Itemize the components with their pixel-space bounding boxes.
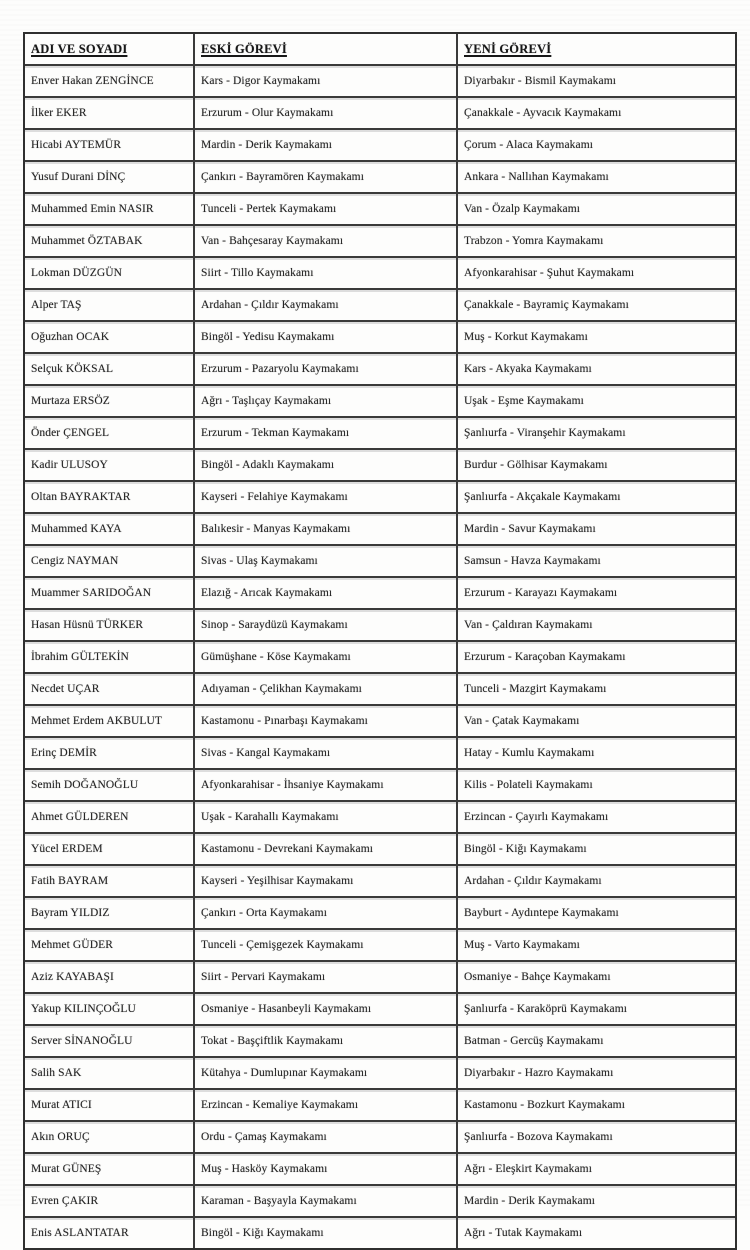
cell-old-duty: Elazığ - Arıcak Kaymakamı xyxy=(193,578,456,608)
cell-person-name: Semih DOĞANOĞLU xyxy=(31,779,139,791)
cell-person-name: Kadir ULUSOY xyxy=(31,459,108,471)
cell-new-duty: Ağrı - Eleşkirt Kaymakamı xyxy=(456,1154,735,1184)
cell-new-duty: Osmaniye - Bahçe Kaymakamı xyxy=(456,962,735,992)
cell-old-duty: Kayseri - Yeşilhisar Kaymakamı xyxy=(193,866,456,896)
cell-person-name: Önder ÇENGEL xyxy=(31,427,110,439)
cell-old-duty: Ordu - Çamaş Kaymakamı xyxy=(193,1122,456,1152)
cell-person-name: Necdet UÇAR xyxy=(31,683,100,695)
table-row xyxy=(25,130,735,162)
cell-new-duty: Diyarbakır - Hazro Kaymakamı xyxy=(456,1058,735,1088)
table-row xyxy=(25,930,735,962)
cell-new-duty: Uşak - Eşme Kaymakamı xyxy=(456,386,735,416)
cell-person-name: Aziz KAYABAŞI xyxy=(31,971,114,983)
cell-old-duty: Erzincan - Kemaliye Kaymakamı xyxy=(193,1090,456,1120)
cell-person-name: Mehmet Erdem AKBULUT xyxy=(31,715,163,727)
table-row xyxy=(25,834,735,866)
cell-new-duty: Van - Özalp Kaymakamı xyxy=(456,194,735,224)
table-row xyxy=(25,290,735,322)
cell-old-duty: Tokat - Başçiftlik Kaymakamı xyxy=(193,1026,456,1056)
cell-old-duty: Kayseri - Felahiye Kaymakamı xyxy=(193,482,456,512)
cell-new-duty: Kilis - Polateli Kaymakamı xyxy=(456,770,735,800)
cell-new-duty: Bayburt - Aydıntepe Kaymakamı xyxy=(456,898,735,928)
table-row xyxy=(25,226,735,258)
cell-person-name: Mehmet GÜDER xyxy=(31,939,114,951)
cell-old-duty: Kütahya - Dumlupınar Kaymakamı xyxy=(193,1058,456,1088)
cell-person-name: Evren ÇAKIR xyxy=(31,1195,99,1207)
cell-new-duty: Trabzon - Yomra Kaymakamı xyxy=(456,226,735,256)
cell-old-duty: Siirt - Pervari Kaymakamı xyxy=(193,962,456,992)
table-row xyxy=(25,322,735,354)
cell-new-duty: Samsun - Havza Kaymakamı xyxy=(456,546,735,576)
cell-old-duty: Kastamonu - Pınarbaşı Kaymakamı xyxy=(193,706,456,736)
cell-old-duty: Sinop - Saraydüzü Kaymakamı xyxy=(193,610,456,640)
cell-new-duty: Mardin - Savur Kaymakamı xyxy=(456,514,735,544)
cell-new-duty: Erzurum - Karayazı Kaymakamı xyxy=(456,578,735,608)
cell-old-duty: Uşak - Karahallı Kaymakamı xyxy=(193,802,456,832)
cell-person-name: İlker EKER xyxy=(31,107,87,119)
table-row xyxy=(25,418,735,450)
appointments-table xyxy=(23,32,737,1250)
table-row xyxy=(25,354,735,386)
column-header-old-duty: ESKİ GÖREVİ xyxy=(193,34,456,64)
cell-new-duty: Erzincan - Çayırlı Kaymakamı xyxy=(456,802,735,832)
cell-old-duty: Erzurum - Tekman Kaymakamı xyxy=(193,418,456,448)
table-row xyxy=(25,546,735,578)
table-row xyxy=(25,898,735,930)
cell-new-duty: Ardahan - Çıldır Kaymakamı xyxy=(456,866,735,896)
cell-new-duty: Şanlıurfa - Bozova Kaymakamı xyxy=(456,1122,735,1152)
cell-old-duty: Sivas - Kangal Kaymakamı xyxy=(193,738,456,768)
table-row xyxy=(25,610,735,642)
cell-person-name: Murtaza ERSÖZ xyxy=(31,395,110,407)
cell-new-duty: Çorum - Alaca Kaymakamı xyxy=(456,130,735,160)
table-row xyxy=(25,1218,735,1248)
cell-person-name: Oğuzhan OCAK xyxy=(31,331,110,343)
cell-old-duty: Bingöl - Adaklı Kaymakamı xyxy=(193,450,456,480)
cell-old-duty: Bingöl - Kiğı Kaymakamı xyxy=(193,1218,456,1248)
table-row xyxy=(25,642,735,674)
cell-new-duty: Çanakkale - Ayvacık Kaymakamı xyxy=(456,98,735,128)
table-row xyxy=(25,770,735,802)
cell-old-duty: Kars - Digor Kaymakamı xyxy=(193,66,456,96)
column-header-name: ADI VE SOYADI xyxy=(31,41,128,56)
cell-old-duty: Muş - Hasköy Kaymakamı xyxy=(193,1154,456,1184)
cell-new-duty: Çanakkale - Bayramiç Kaymakamı xyxy=(456,290,735,320)
cell-person-name: Enver Hakan ZENGİNCE xyxy=(31,75,154,87)
table-row xyxy=(25,994,735,1026)
table-row xyxy=(25,1154,735,1186)
cell-person-name: Oltan BAYRAKTAR xyxy=(31,491,131,503)
cell-old-duty: Çankırı - Bayramören Kaymakamı xyxy=(193,162,456,192)
cell-old-duty: Van - Bahçesaray Kaymakamı xyxy=(193,226,456,256)
cell-new-duty: Erzurum - Karaçoban Kaymakamı xyxy=(456,642,735,672)
cell-old-duty: Bingöl - Yedisu Kaymakamı xyxy=(193,322,456,352)
cell-old-duty: Gümüşhane - Köse Kaymakamı xyxy=(193,642,456,672)
table-row xyxy=(25,1090,735,1122)
cell-old-duty: Tunceli - Pertek Kaymakamı xyxy=(193,194,456,224)
cell-person-name: Alper TAŞ xyxy=(31,299,82,311)
table-row xyxy=(25,674,735,706)
cell-old-duty: Ardahan - Çıldır Kaymakamı xyxy=(193,290,456,320)
cell-person-name: Bayram YILDIZ xyxy=(31,907,110,919)
table-row xyxy=(25,1186,735,1218)
cell-old-duty: Çankırı - Orta Kaymakamı xyxy=(193,898,456,928)
cell-person-name: Yücel ERDEM xyxy=(31,843,103,855)
table-row xyxy=(25,578,735,610)
cell-old-duty: Erzurum - Olur Kaymakamı xyxy=(193,98,456,128)
cell-old-duty: Karaman - Başyayla Kaymakamı xyxy=(193,1186,456,1216)
cell-old-duty: Erzurum - Pazaryolu Kaymakamı xyxy=(193,354,456,384)
cell-new-duty: Kars - Akyaka Kaymakamı xyxy=(456,354,735,384)
cell-new-duty: Şanlıurfa - Akçakale Kaymakamı xyxy=(456,482,735,512)
cell-person-name: Selçuk KÖKSAL xyxy=(31,363,114,375)
cell-new-duty: Hatay - Kumlu Kaymakamı xyxy=(456,738,735,768)
table-row xyxy=(25,802,735,834)
cell-old-duty: Kastamonu - Devrekani Kaymakamı xyxy=(193,834,456,864)
cell-person-name: Hicabi AYTEMÜR xyxy=(31,139,122,151)
table-row xyxy=(25,866,735,898)
cell-new-duty: Muş - Varto Kaymakamı xyxy=(456,930,735,960)
cell-person-name: Muhammet ÖZTABAK xyxy=(31,235,143,247)
table-row xyxy=(25,98,735,130)
cell-new-duty: Van - Çatak Kaymakamı xyxy=(456,706,735,736)
cell-person-name: Erinç DEMİR xyxy=(31,747,97,759)
table-row xyxy=(25,1058,735,1090)
cell-person-name: Cengiz NAYMAN xyxy=(31,555,119,567)
cell-person-name: Yusuf Durani DİNÇ xyxy=(31,171,126,183)
cell-person-name: Fatih BAYRAM xyxy=(31,875,109,887)
cell-old-duty: Adıyaman - Çelikhan Kaymakamı xyxy=(193,674,456,704)
table-row xyxy=(25,258,735,290)
table-row xyxy=(25,386,735,418)
cell-new-duty: Şanlıurfa - Karaköprü Kaymakamı xyxy=(456,994,735,1024)
cell-new-duty: Ağrı - Tutak Kaymakamı xyxy=(456,1218,735,1248)
cell-new-duty: Bingöl - Kiğı Kaymakamı xyxy=(456,834,735,864)
cell-person-name: Muhammed KAYA xyxy=(31,523,122,535)
table-header-row xyxy=(25,34,735,66)
table-row xyxy=(25,66,735,98)
cell-old-duty: Balıkesir - Manyas Kaymakamı xyxy=(193,514,456,544)
cell-person-name: Hasan Hüsnü TÜRKER xyxy=(31,619,144,631)
cell-person-name: İbrahim GÜLTEKİN xyxy=(31,651,129,663)
cell-new-duty: Batman - Gercüş Kaymakamı xyxy=(456,1026,735,1056)
cell-new-duty: Afyonkarahisar - Şuhut Kaymakamı xyxy=(456,258,735,288)
cell-new-duty: Ankara - Nallıhan Kaymakamı xyxy=(456,162,735,192)
cell-person-name: Lokman DÜZGÜN xyxy=(31,267,123,279)
cell-person-name: Murat GÜNEŞ xyxy=(31,1163,102,1175)
table-row xyxy=(25,482,735,514)
cell-new-duty: Şanlıurfa - Viranşehir Kaymakamı xyxy=(456,418,735,448)
cell-old-duty: Mardin - Derik Kaymakamı xyxy=(193,130,456,160)
table-row xyxy=(25,450,735,482)
table-row xyxy=(25,162,735,194)
cell-person-name: Muammer SARIDOĞAN xyxy=(31,587,152,599)
table-row xyxy=(25,1026,735,1058)
cell-old-duty: Sivas - Ulaş Kaymakamı xyxy=(193,546,456,576)
cell-old-duty: Afyonkarahisar - İhsaniye Kaymakamı xyxy=(193,770,456,800)
cell-person-name: Server SİNANOĞLU xyxy=(31,1035,133,1047)
cell-old-duty: Ağrı - Taşlıçay Kaymakamı xyxy=(193,386,456,416)
column-header-new-duty: YENİ GÖREVİ xyxy=(456,34,735,64)
table-row xyxy=(25,738,735,770)
cell-new-duty: Tunceli - Mazgirt Kaymakamı xyxy=(456,674,735,704)
table-row xyxy=(25,514,735,546)
cell-new-duty: Van - Çaldıran Kaymakamı xyxy=(456,610,735,640)
table-row xyxy=(25,1122,735,1154)
table-row xyxy=(25,194,735,226)
cell-person-name: Muhammed Emin NASIR xyxy=(31,203,154,215)
cell-new-duty: Mardin - Derik Kaymakamı xyxy=(456,1186,735,1216)
table-row xyxy=(25,706,735,738)
cell-person-name: Salih SAK xyxy=(31,1067,82,1079)
cell-new-duty: Diyarbakır - Bismil Kaymakamı xyxy=(456,66,735,96)
cell-old-duty: Osmaniye - Hasanbeyli Kaymakamı xyxy=(193,994,456,1024)
cell-new-duty: Burdur - Gölhisar Kaymakamı xyxy=(456,450,735,480)
cell-person-name: Ahmet GÜLDEREN xyxy=(31,811,129,823)
cell-person-name: Enis ASLANTATAR xyxy=(31,1227,129,1239)
cell-new-duty: Muş - Korkut Kaymakamı xyxy=(456,322,735,352)
table-body xyxy=(25,66,735,1248)
cell-old-duty: Siirt - Tillo Kaymakamı xyxy=(193,258,456,288)
cell-person-name: Yakup KILINÇOĞLU xyxy=(31,1003,136,1015)
cell-old-duty: Tunceli - Çemişgezek Kaymakamı xyxy=(193,930,456,960)
table-row xyxy=(25,962,735,994)
cell-person-name: Akın ORUÇ xyxy=(31,1131,90,1143)
cell-new-duty: Kastamonu - Bozkurt Kaymakamı xyxy=(456,1090,735,1120)
cell-person-name: Murat ATICI xyxy=(31,1099,92,1111)
